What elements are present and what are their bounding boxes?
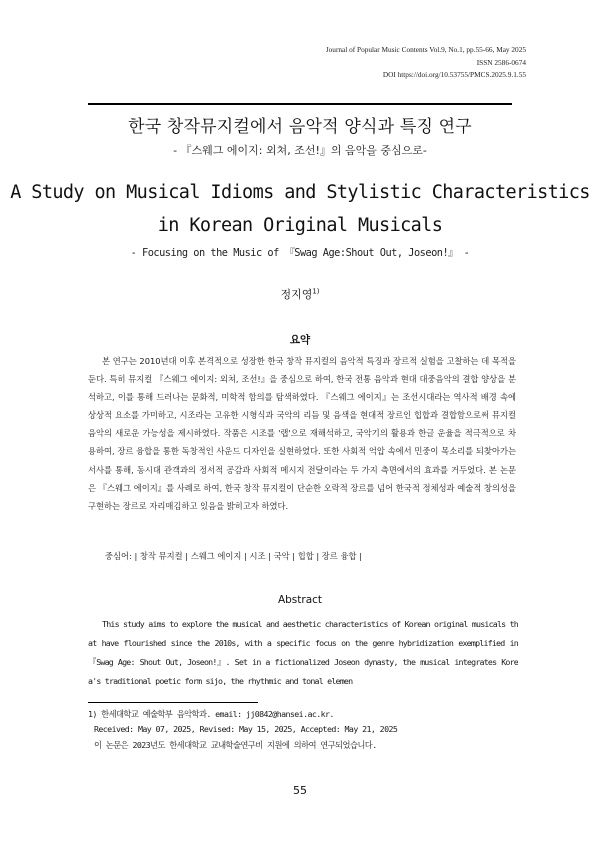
footnote-affiliation: 1) 한세대학교 예술학부 음악학과. email: jj0842@hansei.ac.kr. (88, 709, 334, 719)
keywords: 중심어: | 창작 뮤지컬 | 스웨그 에이지 | 시조 | 국악 | 힙합 | 장르 융합 | (105, 551, 362, 561)
korean-abstract-heading: 요약 (289, 334, 311, 346)
footnote-funding: 이 논문은 2023년도 한세대학교 교내학술연구비 지원에 의하여 연구되었습니다. (94, 740, 377, 750)
journal-header (326, 44, 526, 82)
english-title-line-1: A Study on Musical Idioms and Stylistic Characteristics (10, 182, 590, 203)
english-abstract-body: This study aims to explore the musical and aesthetic characteristics of Korean original musicals that have flourished since the 2010s, with a specific focus on the genre hybridization exemplified in 『Swag Age: Shout Out, Joseon!』. Set in a fictionalized Joseon dynasty, the musical integrates Korea's traditional poetic form sijo, the rhythmic and tonal elemen (88, 619, 518, 686)
journal-issn: ISSN 2586-0674 (476, 57, 526, 67)
author-name (0, 286, 600, 302)
korean-abstract-body: 본 연구는 2010년대 이후 본격적으로 성장한 한국 창작 뮤지컬의 음악적 특징과 장르적 실험을 고찰하는 데 목적을 둔다. 특히 뮤지컬 『스웨그 에이지: 외쳐, 조선!』을 중심으로 하여, 한국 전통 음악과 현대 대중음악의 결합 양상을 분석하고, 이를 통해 드러나는 문화적, 미학적 함의를 탐색하였다. 『스웨그 에이지』는 조선시대라는 역사적 배경 속에 상상적 요소를 가미하고, 시조라는 고유한 시형식과 국악의 리듬 및 음색을 현대적 장르인 힙합과 결합함으로써 뮤지컬 음악의 새로운 가능성을 제시하였다. 작품은 시조를 '랩'으로 재해석하고, 국악기의 활용과 한글 운율을 적극적으로 차용하여, 장르 융합을 통한 독창적인 사운드 디자인을 실현하였다. 또한 사회적 억압 속에서 민중이 목소리를 되찾아가는 서사를 통해, 동시대 관객과의 정서적 공감과 사회적 메시지 전달이라는 두 가지 측면에서의 효과를 거두었다. 본 논문은 『스웨그 에이지』를 사례로 하여, 한국 창작 뮤지컬이 단순한 오락적 장르를 넘어 한국적 정체성과 예술적 창의성을 구현하는 장르로 자리매김하고 있음을 밝히고자 하였다. (88, 356, 516, 511)
footnote-dates: Received: May 07, 2025, Revised: May 15, 2025, Accepted: May 21, 2025 (94, 724, 398, 734)
journal-citation: Journal of Popular Music Contents Vol.9, No.1, pp.55-66, May 2025 (325, 45, 526, 54)
author-footnote-marker: 1) (312, 287, 320, 296)
page-number: 55 (293, 784, 307, 797)
english-title-line-2: in Korean Original Musicals (157, 215, 443, 236)
footnote-rule (88, 702, 258, 703)
korean-title: 한국 창작뮤지컬에서 음악적 양식과 특징 연구 (128, 117, 472, 137)
korean-subtitle: - 『스웨그 에이지: 외쳐, 조선!』의 음악을 중심으로- (173, 144, 427, 157)
journal-doi: DOI https://doi.org/10.53755/PMCS.2025.9.1.55 (382, 70, 526, 79)
english-abstract-heading: Abstract (277, 594, 323, 606)
title-rule (88, 103, 512, 105)
english-subtitle: - Focusing on the Music of 『Swag Age:Shout Out, Joseon!』 - (130, 247, 470, 259)
author-name-text: 정지영 (280, 288, 313, 301)
